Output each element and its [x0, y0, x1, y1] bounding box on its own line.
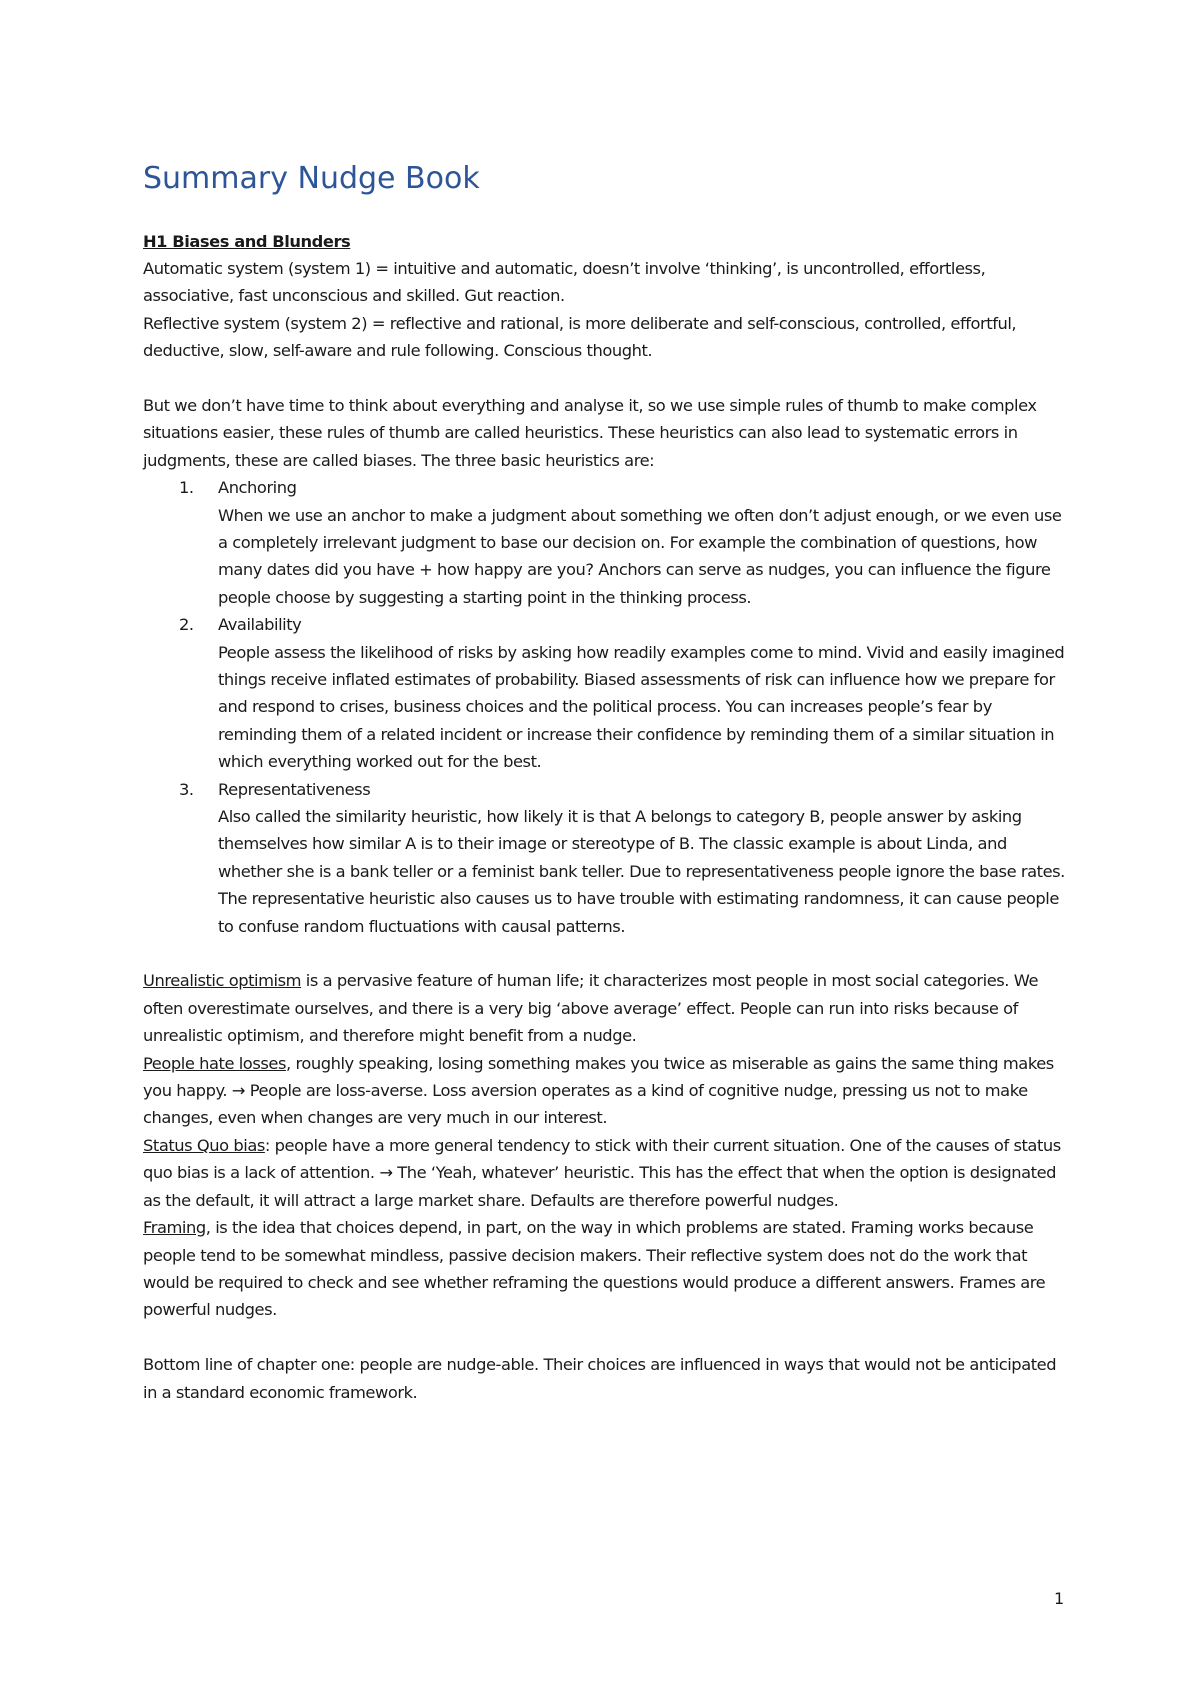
paragraph-gap — [143, 1324, 1068, 1351]
list-item — [143, 776, 1068, 940]
list-item-title: Anchoring — [218, 478, 297, 498]
term-people-hate-losses: People hate losses — [143, 1053, 286, 1073]
automatic-system-paragraph: Automatic system (system 1) = intuitive and automatic, doesn’t involve ‘thinking’, is uncontrolled, effortless, associative, fast unconscious and skilled. Gut reaction. — [143, 258, 986, 306]
framing-paragraph — [143, 1214, 1068, 1324]
paragraph-gap — [143, 365, 1068, 392]
unrealistic-optimism-paragraph — [143, 967, 1068, 1049]
list-item-description: When we use an anchor to make a judgment about something we often don’t adjust enough, or we even use a completely irrelevant judgment to base our decision on. For example the combination of questions, how many dates did you have + how happy are you? Anchors can serve as nudges, you can influence the figure people choose by suggesting a starting point in the thinking process. — [218, 505, 1062, 607]
chapter-heading: H1 Biases and Blunders — [143, 231, 351, 251]
loss-aversion-paragraph — [143, 1050, 1068, 1132]
document-title: Summary Nudge Book — [143, 161, 480, 196]
loss-aversion-text: , roughly speaking, losing something makes you twice as miserable as gains the same thing makes you happy. — [143, 1053, 1054, 1101]
reflective-system-paragraph: Reflective system (system 2) = reflective and rational, is more deliberate and self-conscious, controlled, effortful, deductive, slow, self-aware and rule following. Conscious thought. — [143, 313, 1017, 361]
term-unrealistic-optimism: Unrealistic optimism — [143, 971, 302, 991]
list-item-number: 1. — [179, 478, 194, 498]
list-item-title: Availability — [218, 615, 302, 635]
heuristics-list — [143, 474, 1068, 940]
term-status-quo-bias: Status Quo bias — [143, 1135, 265, 1155]
bottom-line-paragraph: Bottom line of chapter one: people are nudge-able. Their choices are influenced in ways that would not be anticipated in a standard economic framework. — [143, 1355, 1057, 1402]
list-item-number: 2. — [179, 615, 194, 635]
page-number: 1 — [1054, 1589, 1065, 1608]
chapter-body — [143, 228, 1068, 1406]
list-item-description: People assess the likelihood of risks by asking how readily examples come to mind. Vivid and easily imagined things receive inflated estimates of probability. Biased assessments of risk can influence how we prepare for and respond to crises, business choices and the political process. You can increases people’s fear by reminding them of a related incident or increase their confidence by reminding them of a similar situation in which everything worked out for the best. — [218, 642, 1065, 772]
list-item — [143, 611, 1068, 775]
arrow-right-icon: → — [379, 1163, 393, 1183]
framing-text: , is the idea that choices depend, in part, on the way in which problems are stated. Framing works because people tend to be somewhat mindless, passive decision makers. Their reflective system does not do the work that would be required to check and see whether reframing the questions would produce a different answers. Frames are powerful nudges. — [143, 1218, 1046, 1320]
document-page — [143, 160, 1068, 1406]
list-item-description: Also called the similarity heuristic, how likely it is that A belongs to category B, people answer by asking themselves how similar A is to their image or stereotype of B. The classic example is about Linda, and whether she is a bank teller or a feminist bank teller. Due to representativeness people ignore the base rates. The representative heuristic also causes us to have trouble with estimating randomness, it can cause people to confuse random fluctuations with causal patterns. — [218, 807, 1065, 936]
list-item-number: 3. — [179, 779, 194, 799]
loss-aversion-text-after: People are loss-averse. Loss aversion operates as a kind of cognitive nudge, pressing us not to make changes, even when changes are very much in our interest. — [143, 1081, 1028, 1128]
list-item-title: Representativeness — [218, 779, 371, 799]
list-item — [143, 474, 1068, 611]
unrealistic-optimism-text: is a pervasive feature of human life; it characterizes most people in most social categories. We often overestimate ourselves, and there is a very big ‘above average’ effect. People can run into risks because of unrealistic optimism, and therefore might benefit from a nudge. — [143, 971, 1039, 1046]
term-framing: Framing — [143, 1218, 206, 1238]
status-quo-text: : people have a more general tendency to stick with their current situation. One of the causes of status quo bias is a lack of attention. — [143, 1135, 1061, 1183]
arrow-right-icon: → — [231, 1081, 245, 1101]
status-quo-text-after: The ‘Yeah, whatever’ heuristic. This has the effect that when the option is designated as the default, it will attract a large market share. Defaults are therefore powerful nudges. — [143, 1163, 1057, 1210]
heuristics-intro-paragraph: But we don’t have time to think about everything and analyse it, so we use simple rules of thumb to make complex situations easier, these rules of thumb are called heuristics. These heuristics can also lead to systematic errors in judgments, these are called biases. The three basic heuristics are: — [143, 395, 1037, 470]
paragraph-gap — [143, 940, 1068, 967]
status-quo-paragraph — [143, 1132, 1068, 1214]
